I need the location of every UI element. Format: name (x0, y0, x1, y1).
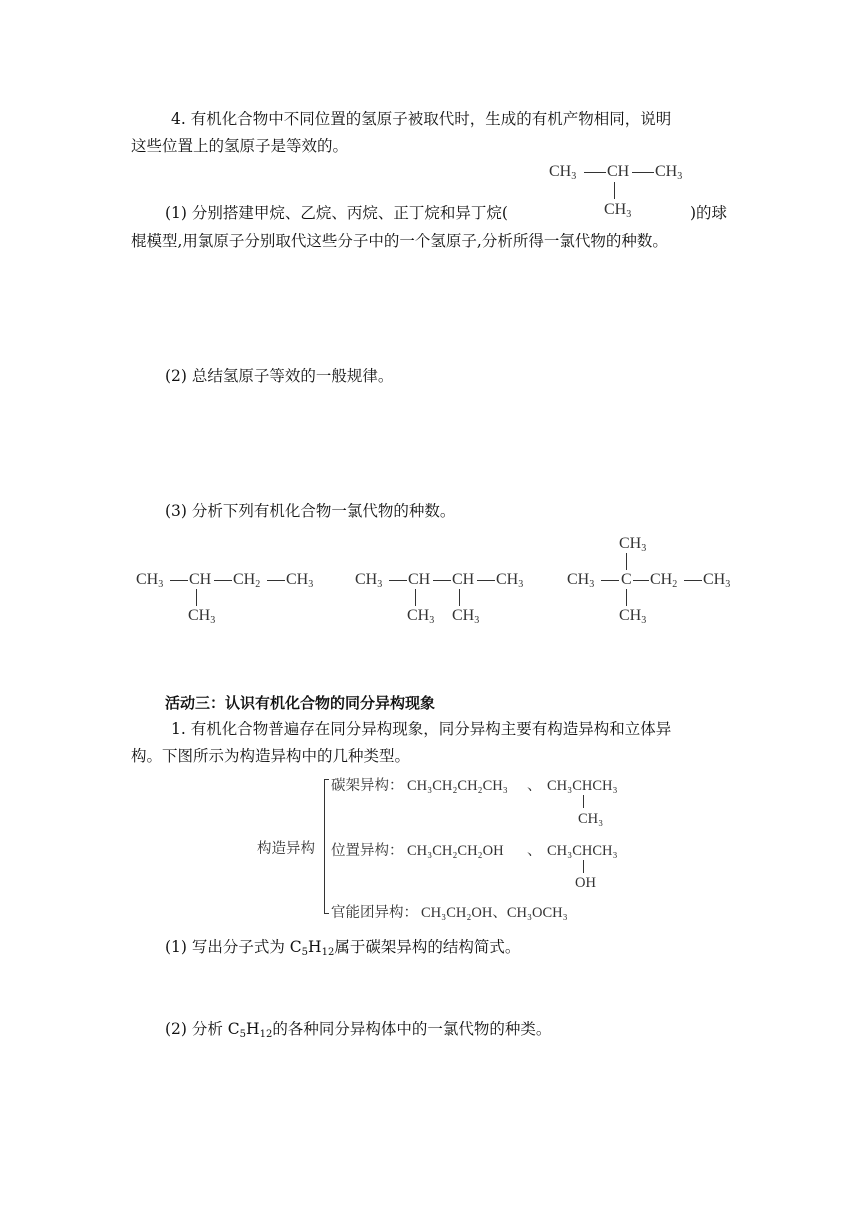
item4-line1: 4. 有机化合物中不同位置的氢原子被取代时，生成的有机产物相同，说明 (171, 110, 672, 128)
question-3: (3) 分析下列有机化合物一氯代物的种数。 (165, 502, 456, 520)
carbon-isomer-label: 碳架异构： (331, 778, 404, 794)
activity-question-1: (1) 写出分子式为 $C_5H_{12}$属于碳架异构的结构简式。 (165, 938, 521, 958)
item4-line2: 这些位置上的氢原子是等效的。 (131, 137, 349, 155)
activity-3-p1-line2: 构。下图所示为构造异构中的几种类型。 (131, 747, 411, 765)
activity-3-p1-line1: 1. 有机化合物普遍存在同分异构现象，同分异构主要有构造异构和立体异 (171, 720, 672, 738)
diagram-brace (324, 779, 325, 914)
question-1-line1a: (1) 分别搭建甲烷、乙烷、丙烷、正丁烷和异丁烷( (165, 204, 508, 222)
activity-3-heading: 活动三：认识有机化合物的同分异构现象 (165, 694, 436, 712)
position-isomer-label: 位置异构： (331, 843, 404, 859)
activity-question-2: (2) 分析 $C_5H_{12}$的各种同分异构体中的一氯代物的种类。 (165, 1020, 552, 1040)
question-2: (2) 总结氢原子等效的一般规律。 (165, 367, 394, 385)
functional-isomer-label: 官能团异构： (331, 905, 418, 921)
question-1-line2: 棍模型,用氯原子分别取代这些分子中的一个氢原子,分析所得一氯代物的种数。 (131, 232, 668, 250)
question-1-line1b: )的球 (690, 204, 728, 222)
diagram-root: 构造异构 (257, 841, 315, 857)
